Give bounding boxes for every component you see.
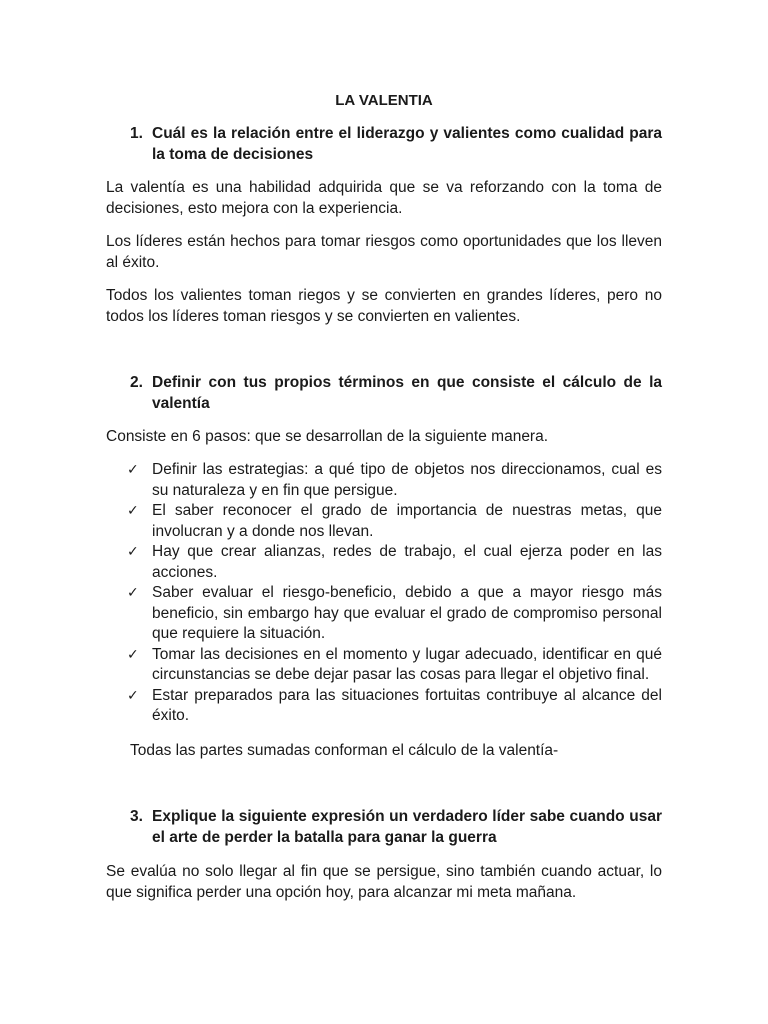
list-item <box>106 501 662 542</box>
section-1-paragraph-3: Todos los valientes toman riegos y se convierten en grandes líderes, pero no todos los líderes toman riesgos y se convierten en valientes. <box>106 287 662 325</box>
question-3-heading <box>106 806 662 848</box>
question-2-heading <box>106 372 662 414</box>
list-item-text: Estar preparados para las situaciones fortuitas contribuye al alcance del éxito. <box>152 686 662 724</box>
list-item <box>106 460 662 501</box>
question-3-number: 3. <box>130 808 143 825</box>
list-item-text: Hay que crear alianzas, redes de trabajo, el cual ejerza poder en las acciones. <box>152 543 662 581</box>
question-1-heading <box>106 123 662 165</box>
section-2-intro: Consiste en 6 pasos: que se desarrollan de la siguiente manera. <box>106 428 549 445</box>
section-2-closing: Todas las partes sumadas conforman el cálculo de la valentía- <box>130 742 559 759</box>
list-item-text: Definir las estrategias: a qué tipo de objetos nos direccionamos, cual es su naturaleza y en fin que persigue. <box>152 461 662 499</box>
section-1-paragraph-2: Los líderes están hechos para tomar riesgos como oportunidades que los lleven al éxito. <box>106 233 662 271</box>
section-1-paragraph-1: La valentía es una habilidad adquirida que se va reforzando con la toma de decisiones, esto mejora con la experiencia. <box>106 179 662 217</box>
question-2-number: 2. <box>130 374 143 391</box>
checkmark-icon: ✓ <box>127 585 139 601</box>
question-1-number: 1. <box>130 125 143 142</box>
checkmark-icon: ✓ <box>127 462 139 478</box>
list-item-text: Tomar las decisiones en el momento y lugar adecuado, identificar en qué circunstancias se debe dejar pasar las cosas para llegar el objetivo final. <box>152 645 662 683</box>
document-title: LA VALENTIA <box>335 92 433 109</box>
list-item-text: El saber reconocer el grado de importancia de nuestras metas, que involucran y a donde nos llevan. <box>152 502 662 540</box>
question-2-text: Definir con tus propios términos en que consiste el cálculo de la valentía <box>152 374 662 412</box>
steps-checklist <box>106 460 662 727</box>
list-item <box>106 686 662 727</box>
checkmark-icon: ✓ <box>127 544 139 560</box>
checkmark-icon: ✓ <box>127 687 139 704</box>
list-item <box>106 542 662 583</box>
checkmark-icon: ✓ <box>127 646 139 663</box>
question-3-text: Explique la siguiente expresión un verdadero líder sabe cuando usar el arte de perder la batalla para ganar la guerra <box>152 808 662 846</box>
list-item-text: Saber evaluar el riesgo-beneficio, debido a que a mayor riesgo más beneficio, sin embargo hay que evaluar el grado de compromiso personal que requiere la situación. <box>152 584 662 642</box>
list-item <box>106 583 662 645</box>
checkmark-icon: ✓ <box>127 503 139 519</box>
list-item <box>106 645 662 686</box>
section-3-paragraph: Se evalúa no solo llegar al fin que se persigue, sino también cuando actuar, lo que significa perder una opción hoy, para alcanzar mi meta mañana. <box>106 863 662 901</box>
question-1-text: Cuál es la relación entre el liderazgo y valientes como cualidad para la toma de decisiones <box>152 125 662 163</box>
